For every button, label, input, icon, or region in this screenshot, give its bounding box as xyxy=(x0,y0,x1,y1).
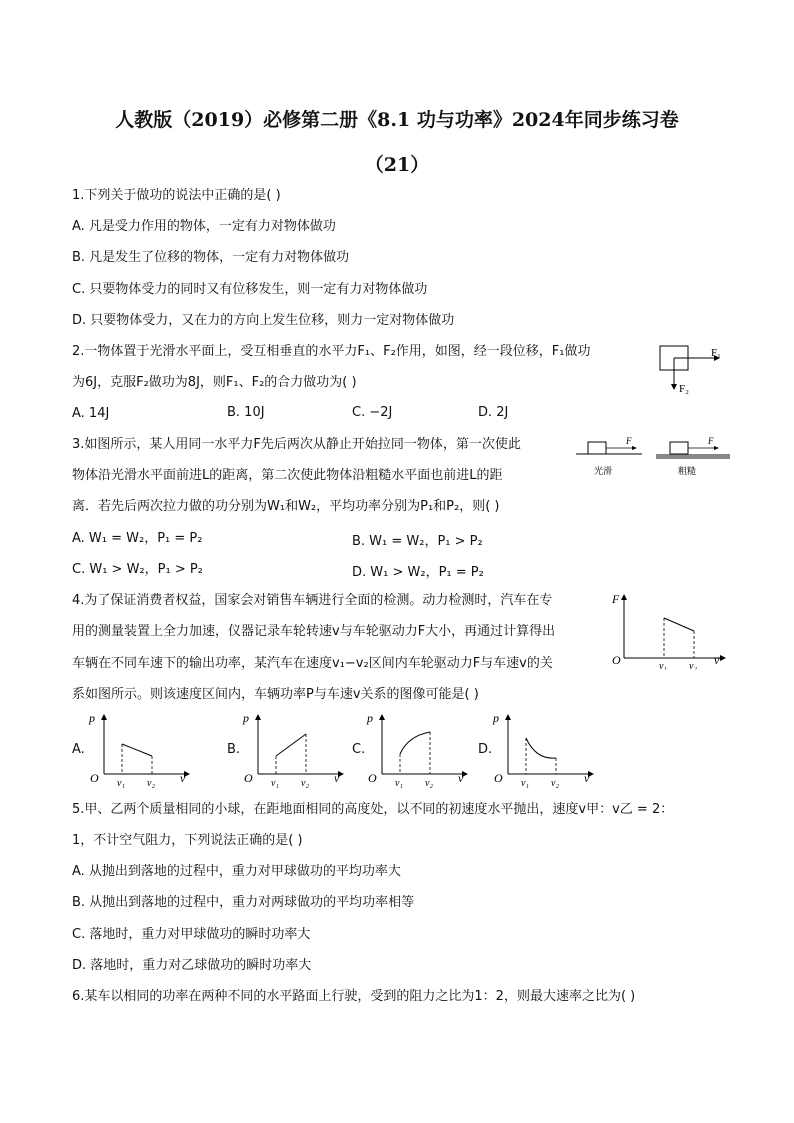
q1-option-b: B. 凡是发生了位移的物体，一定有力对物体做功 xyxy=(72,250,350,265)
q4-fv-v1: v₁ xyxy=(659,661,667,670)
q4-stem-line4: 系如图所示。则该速度区间内，车辆功率P与车速v关系的图像可能是( ) xyxy=(72,687,479,702)
q4-fv-x-label: v xyxy=(714,653,720,667)
q3-smooth-label: 光滑 xyxy=(594,466,613,476)
q4-c-y: p xyxy=(367,711,373,725)
q2-f1-label: F₁ xyxy=(711,347,721,359)
q3-stem-line3: 离．若先后两次拉力做的功分别为W₁和W₂，平均功率分别为P₁和P₂，则( ) xyxy=(72,499,500,514)
q1-option-a: A. 凡是受力作用的物体，一定有力对物体做功 xyxy=(72,219,336,234)
q3-rough-label: 粗糙 xyxy=(678,466,697,476)
q4-option-d-label: D. xyxy=(478,742,493,757)
q4-b-y: p xyxy=(243,711,249,725)
q4-fv-origin: O xyxy=(612,653,621,667)
q3-surface-figure xyxy=(574,432,736,480)
q4-a-x: v xyxy=(180,771,186,785)
q5-stem-line2: 1，不计空气阻力，下列说法正确的是( ) xyxy=(72,833,303,848)
q2-option-d: D. 2J xyxy=(478,405,509,420)
q3-option-c: C. W₁ > W₂，P₁ > P₂ xyxy=(72,562,203,577)
q4-option-b-graph xyxy=(240,710,352,790)
q5-option-b: B. 从抛出到落地的过程中，重力对两球做功的平均功率相等 xyxy=(72,895,415,910)
q3-right-f-label: F xyxy=(708,436,714,446)
q4-option-b-label: B. xyxy=(227,742,241,757)
q4-c-x: v xyxy=(458,771,464,785)
q4-c-origin: O xyxy=(368,771,377,785)
q4-b-v2: v₂ xyxy=(301,778,309,789)
q2-stem-line2: 为6J，克服F₂做功为8J，则F₁、F₂的合力做功为( ) xyxy=(72,375,357,390)
q4-a-y: p xyxy=(89,711,95,725)
q4-option-c-label: C. xyxy=(352,742,366,757)
q1-option-d: D. 只要物体受力，又在力的方向上发生位移，则力一定对物体做功 xyxy=(72,313,455,328)
q4-d-v1: v₁ xyxy=(521,778,529,789)
q6-stem: 6.某车以相同的功率在两种不同的水平路面上行驶，受到的阻力之比为1：2，则最大速率之比为( ) xyxy=(72,989,636,1004)
q4-b-origin: O xyxy=(244,771,253,785)
q3-left-f-label: F xyxy=(626,436,632,446)
q2-option-c: C. −2J xyxy=(352,405,393,420)
q4-stem-line2: 用的测量装置上全力加速，仪器记录车轮转速v与车轮驱动力F大小，再通过计算得出 xyxy=(72,624,556,639)
q4-fv-y-label: F xyxy=(612,592,620,606)
q4-c-v1: v₁ xyxy=(395,778,403,789)
q4-option-a-label: A. xyxy=(72,742,85,757)
q1-option-c: C. 只要物体受力的同时又有位移发生，则一定有力对物体做功 xyxy=(72,282,428,297)
q4-option-d-graph xyxy=(490,710,602,790)
q3-stem-line2: 物体沿光滑水平面前进L的距离，第二次使此物体沿粗糙水平面也前进L的距 xyxy=(72,468,503,483)
q4-b-v1: v₁ xyxy=(271,778,279,789)
q2-stem-line1: 2.一物体置于光滑水平面上，受互相垂直的水平力F₁、F₂作用，如图，经一段位移，F₁做功 xyxy=(72,344,591,359)
q5-option-d: D. 落地时，重力对乙球做功的瞬时功率大 xyxy=(72,958,312,973)
q4-a-v2: v₂ xyxy=(147,778,155,789)
q4-a-v1: v₁ xyxy=(117,778,125,789)
q4-option-a-graph xyxy=(86,710,198,790)
q4-option-c-graph xyxy=(364,710,476,790)
q2-option-b: B. 10J xyxy=(227,405,265,420)
q3-stem-line1: 3.如图所示，某人用同一水平力F先后两次从静止开始拉同一物体，第一次使此 xyxy=(72,437,521,452)
q4-b-x: v xyxy=(334,771,340,785)
q1-stem: 1.下列关于做功的说法中正确的是( ) xyxy=(72,188,281,203)
q2-force-figure xyxy=(650,340,730,398)
q4-fv-v2: v₂ xyxy=(689,661,697,670)
page-title-line2: （21） xyxy=(364,154,430,176)
q4-c-v2: v₂ xyxy=(425,778,433,789)
q4-stem-line3: 车辆在不同车速下的输出功率，某汽车在速度v₁−v₂区间内车轮驱动力F与车速v的关 xyxy=(72,656,553,671)
q4-d-y: p xyxy=(493,711,499,725)
q5-option-c: C. 落地时，重力对甲球做功的瞬时功率大 xyxy=(72,927,311,942)
page-title: 人教版（2019）必修第二册《8.1 功与功率》2024年同步练习卷 xyxy=(115,109,679,131)
q4-d-v2: v₂ xyxy=(551,778,559,789)
q4-d-origin: O xyxy=(494,771,503,785)
q2-f2-label: F₂ xyxy=(679,383,689,395)
q3-option-b: B. W₁ = W₂，P₁ > P₂ xyxy=(352,534,483,549)
q3-option-d: D. W₁ > W₂，P₁ = P₂ xyxy=(352,565,484,580)
q4-stem-line1: 4.为了保证消费者权益，国家会对销售车辆进行全面的检测。动力检测时，汽车在专 xyxy=(72,593,553,608)
q5-stem-line1: 5.甲、乙两个质量相同的小球，在距地面相同的高度处，以不同的初速度水平抛出，速度v甲：v乙 = 2： xyxy=(72,802,674,817)
q4-a-origin: O xyxy=(90,771,99,785)
q3-option-a: A. W₁ = W₂，P₁ = P₂ xyxy=(72,531,203,546)
q4-d-x: v xyxy=(584,771,590,785)
q5-option-a: A. 从抛出到落地的过程中，重力对甲球做功的平均功率大 xyxy=(72,864,401,879)
q4-fv-graph xyxy=(606,588,732,670)
q2-option-a: A. 14J xyxy=(72,406,110,421)
